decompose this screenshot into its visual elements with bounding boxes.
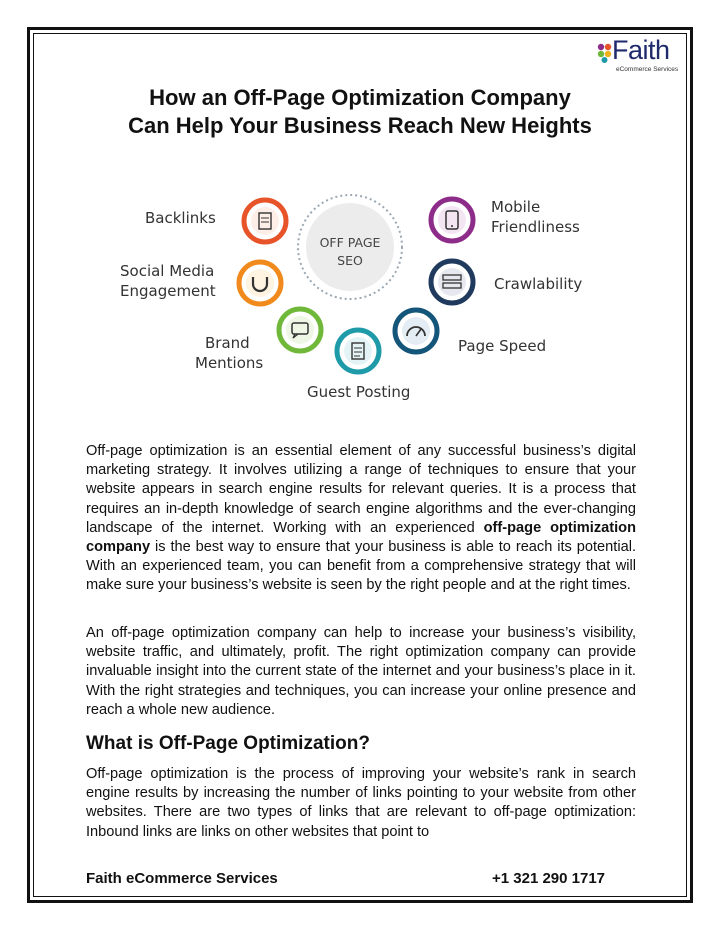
node-brand-mentions <box>279 309 321 351</box>
label-brand-mentions-1: Brand <box>205 334 250 352</box>
node-social-media <box>239 262 281 304</box>
label-mobile-2: Friendliness <box>491 218 580 236</box>
label-crawlability: Crawlability <box>494 275 583 293</box>
node-mobile-friendliness <box>431 199 473 241</box>
logo-wordmark: Faith <box>612 35 670 65</box>
node-backlinks <box>244 200 286 242</box>
label-brand-mentions-2: Mentions <box>195 354 264 372</box>
node-guest-posting <box>337 330 379 372</box>
paragraph-definition: Off-page optimization is the process of improving your website’s rank in search engine results by increasing the number of links pointing to your website from other websites. There are two types of links that are relevant to off-page optimization: Inbound links are links on other websites that point to <box>86 766 636 840</box>
paragraph-benefits: An off-page optimization company can help to increase your business’s visibility, website traffic, and ultimately, profit. The right optimization company can provide invaluable insight into the current state of the internet and your business’s place in it. With the right strategies and techniques, you can increase your online presence and reach a whole new audience. <box>86 625 636 718</box>
label-page-speed: Page Speed <box>458 337 547 355</box>
footer-phone: +1 321 290 1717 <box>492 870 606 887</box>
paragraph-intro-start: Off-page optimization is an essential element of any successful business’s digital marketing strategy. It involves utilizing a range of techniques to ensure that your website appears in search engine results for relevant queries. It is a process that requires an in-depth knowledge of search engine algorithms and the ever-changing landscape of the internet. Working with an experienced <box>86 443 636 536</box>
label-mobile-1: Mobile <box>491 198 541 216</box>
logo-subtitle: eCommerce Services <box>616 66 679 73</box>
footer-company: Faith eCommerce Services <box>86 870 278 887</box>
center-label-1: OFF PAGE <box>319 235 381 250</box>
node-crawlability <box>431 261 473 303</box>
paragraph-intro <box>86 442 636 596</box>
paragraph-intro-end: is the best way to ensure that your business is able to reach its potential. With an experienced team, you can benefit from a comprehensive strategy that will make sure your business’s website is seen by the right people and at the right times. <box>86 539 636 594</box>
title-line-1: How an Off-Page Optimization Company <box>149 85 571 110</box>
node-page-speed <box>395 310 437 352</box>
label-guest-posting: Guest Posting <box>307 383 411 401</box>
title-line-2: Can Help Your Business Reach New Heights <box>128 113 592 138</box>
label-social-media-2: Engagement <box>120 282 216 300</box>
center-label-2: SEO <box>337 253 363 268</box>
off-page-optimization-company-link[interactable]: off-page optimization company <box>86 519 636 556</box>
label-backlinks: Backlinks <box>145 209 216 227</box>
off-page-seo-infographic <box>110 185 610 415</box>
section-heading: What is Off-Page Optimization? <box>86 733 370 754</box>
page-title <box>60 84 660 140</box>
label-social-media-1: Social Media <box>120 262 215 280</box>
faith-logo <box>596 35 680 78</box>
